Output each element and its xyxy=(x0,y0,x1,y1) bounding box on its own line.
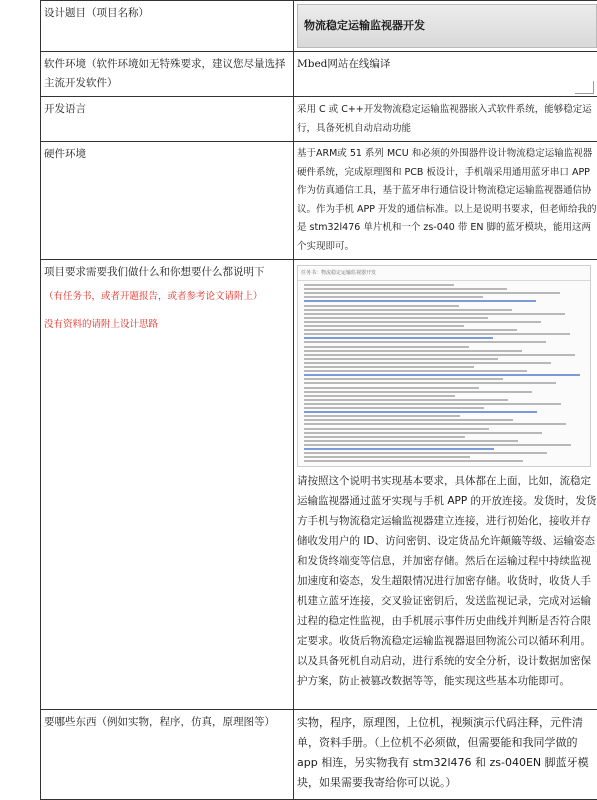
text-line xyxy=(304,350,522,352)
text-line xyxy=(304,341,546,343)
row-label-deliverables: 要哪些东西（例如实物，程序，仿真，原理图等） xyxy=(41,710,294,800)
task-document-heading: 任务书：物流稳定运输监视器开发 xyxy=(298,266,590,281)
text-line xyxy=(304,399,508,401)
table-row xyxy=(41,52,597,97)
text-line xyxy=(304,407,484,409)
text-line xyxy=(304,346,469,348)
text-line xyxy=(304,411,537,413)
row-value-software xyxy=(294,52,597,97)
table-row xyxy=(41,260,597,710)
row-label-software: 软件环境（软件环境如无特殊要求，建议您尽量选择主流开发软件） xyxy=(41,52,294,97)
text-line xyxy=(304,333,570,335)
text-line xyxy=(304,337,493,339)
row-value-language: 采用 C 或 C++开发物流稳定运输监视器嵌入式软件系统，能够稳定运行，具备死机自动启动功能 xyxy=(294,97,597,142)
text-line xyxy=(304,419,513,421)
text-line xyxy=(304,436,465,438)
text-line xyxy=(304,358,498,360)
text-line xyxy=(304,452,547,454)
text-line xyxy=(304,415,460,417)
requirements-note-idea: 没有资料的请附上设计思路 xyxy=(44,318,290,332)
text-line xyxy=(304,313,565,315)
text-line xyxy=(304,460,523,462)
requirements-description: 请按照这个说明书实现基本要求，具体都在上面，比如，流稳定运输监视器通过蓝牙实现与手机 APP 的开放连接。发货时，发货方手机与物流稳定运输监视器建立连接，进行初始化，接收并存储收发用户的 ID、访问密钥、设定货品允许颠簸等级、运输姿态和发货终端变等信息，并加密存储。然后在运输过程中持续监视加速度和姿态，发生超限情况进行加密存储。收货时，收货人手机建立蓝牙连接，交叉验证密钥后，发送监视记录，完成对运输过程的稳定性监视，由手机展示事件历史曲线并判断是否符合限定要求。收货后物流稳定运输监视器退回物流公司以循环利用。以及具备死机自动启动，进行系统的安全分析，设计数据加密保护方案，防止被篡改数据等等，能实现这些基本功能即可。 xyxy=(297,471,597,691)
text-line xyxy=(304,382,556,384)
text-line xyxy=(304,288,507,290)
row-label-hardware: 硬件环境 xyxy=(41,142,294,260)
text-line xyxy=(304,378,503,380)
text-line xyxy=(304,321,541,323)
text-line xyxy=(304,387,479,389)
text-line xyxy=(304,395,455,397)
text-line xyxy=(304,391,532,393)
row-label-title: 设计题目（项目名称） xyxy=(41,1,294,52)
table-row xyxy=(41,97,597,142)
requirements-table xyxy=(40,0,597,800)
text-line xyxy=(304,362,551,364)
text-line xyxy=(304,448,494,450)
table-row xyxy=(41,142,597,260)
text-line xyxy=(304,374,580,376)
table-row xyxy=(41,710,597,800)
text-line xyxy=(304,428,489,430)
corner-mark xyxy=(575,81,594,94)
task-document-screenshot xyxy=(297,265,591,467)
row-value-title-cell xyxy=(294,1,597,52)
text-line xyxy=(304,300,536,302)
row-label-requirements xyxy=(41,260,294,710)
text-line xyxy=(304,432,542,434)
table-row xyxy=(41,1,597,52)
requirements-note-attach: （有任务书，或者开题报告，或者参考论文请附上） xyxy=(44,290,290,304)
row-value-requirements xyxy=(294,260,597,710)
text-line xyxy=(304,366,474,368)
text-line xyxy=(304,370,527,372)
row-value-hardware: 基于ARM或 51 系列 MCU 和必须的外围器件设计物流稳定运输监视器硬件系统，完成原理图和 PCB 板设计，手机端采用通用蓝牙串口 APP 作为仿真通信工具，基于蓝牙串行通信设计物流稳定运输监视器通信协议。作为手机 APP 开发的通信标准。以上是说明书要求，但老师给我的是 stm32l476 单片机和一个 zs-040 带 EN 脚的蓝牙模块，能用这两个实现即可。 xyxy=(294,142,597,260)
text-line xyxy=(304,329,517,331)
requirements-question: 项目要求需要我们做什么和你想要什么都说明下 xyxy=(44,263,290,282)
row-value-deliverables: 实物，程序，原理图，上位机，视频演示代码注释，元件清单，资料手册。（上位机不必须做，但需要能和我同学做的 app 相连，另实物我有 stm32l476 和 zs-040EN 脚蓝牙模块，如果需要我寄给你可以说。） xyxy=(294,710,597,800)
text-line xyxy=(304,284,454,286)
text-line xyxy=(304,456,470,458)
text-line xyxy=(304,317,488,319)
text-line xyxy=(304,296,483,298)
text-line xyxy=(304,292,560,294)
text-line xyxy=(304,325,464,327)
text-line xyxy=(304,403,561,405)
text-line xyxy=(304,305,459,307)
row-label-language: 开发语言 xyxy=(41,97,294,142)
text-line xyxy=(304,440,518,442)
text-line xyxy=(304,423,566,425)
text-line xyxy=(304,354,575,356)
project-title: 物流稳定运输监视器开发 xyxy=(297,4,597,48)
text-line xyxy=(304,309,512,311)
software-env-value: Mbed网站在线编译 xyxy=(297,58,390,70)
text-line xyxy=(304,444,571,446)
